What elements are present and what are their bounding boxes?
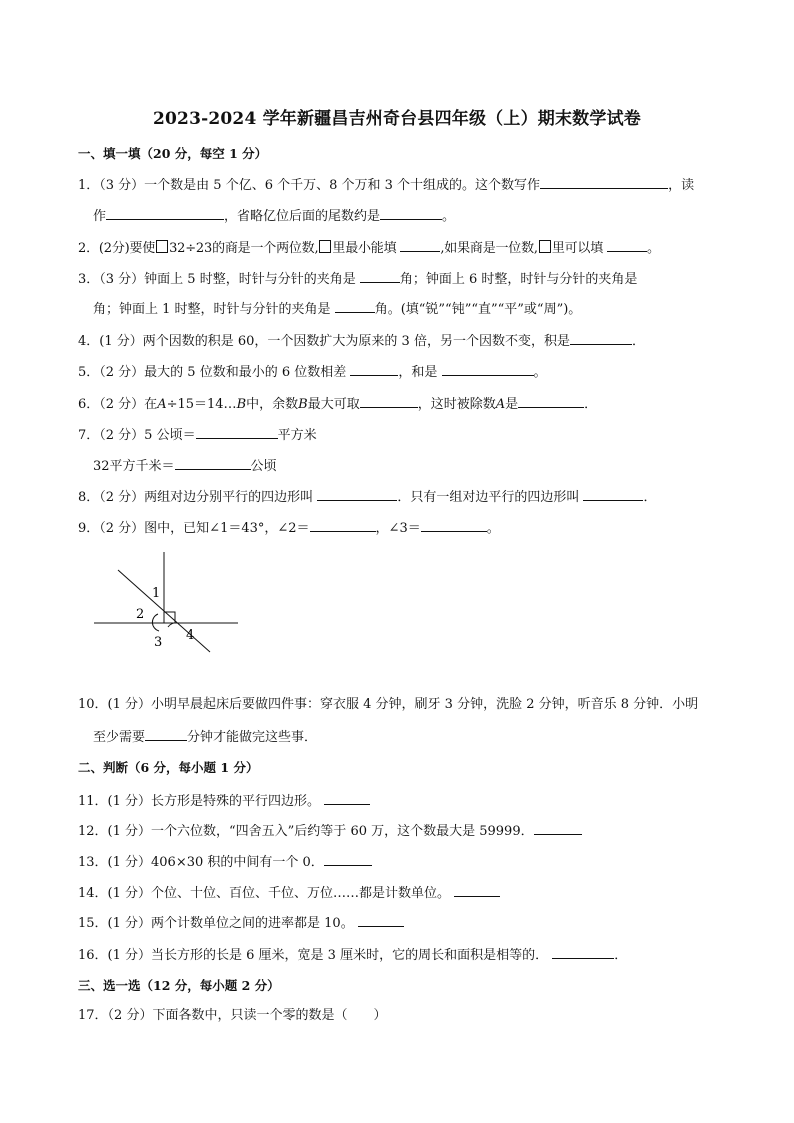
question-1: 1．（3 分）一个数是由 5 个亿、6 个千万、8 个万和 3 个十组成的。这个数写作 ，读 (78, 178, 695, 193)
question-9: 9．（2 分）图中，已知∠1＝43°，∠2＝ ，∠3＝ 。 (78, 521, 500, 536)
answer-blank[interactable] (534, 822, 582, 835)
answer-blank[interactable] (335, 300, 375, 313)
answer-blank[interactable] (570, 332, 632, 345)
answer-blank[interactable] (540, 176, 668, 189)
square-box-icon (539, 240, 551, 253)
section-fill-in: 一、填一填（20 分，每空 1 分） (78, 146, 268, 161)
answer-blank[interactable] (421, 519, 487, 532)
square-box-icon (156, 240, 168, 253)
angle-label-2: 2 (136, 607, 145, 622)
question-2: 2．(2分)要使 32÷23的商是一个两位数, 里最小能填 ,如果商是一位数, 里可以填 。 (78, 241, 660, 256)
question-10-cont: 至少需要 分钟才能做完这些事． (93, 730, 318, 745)
question-17: 17．（2 分）下面各数中，只读一个零的数是（ ） (78, 1008, 387, 1023)
question-7: 7．（2 分）5 公顷＝ 平方米 (78, 428, 317, 443)
question-3: 3．（3 分）钟面上 5 时整，时针与分针的夹角是 角；钟面上 6 时整，时针与分针的夹角是 (78, 272, 638, 287)
question-4: 4．(1 分）两个因数的积是 60，一个因数扩大为原来的 3 倍，另一个因数不变，积是 ． (78, 334, 645, 349)
question-7-cont: 32平方千米＝ 公顷 (93, 459, 277, 474)
answer-blank[interactable] (454, 884, 500, 897)
answer-blank[interactable] (145, 728, 187, 741)
answer-blank[interactable] (360, 270, 400, 283)
section-true-false: 二、判断（6 分，每小题 1 分） (78, 760, 259, 775)
question-3-cont: 角；钟面上 1 时整，时针与分针的夹角是 角。(填“锐”“钝”“直”“平”或“周”)。 (93, 302, 582, 317)
answer-blank[interactable] (324, 792, 370, 805)
question-14: 14．(1 分）个位、十位、百位、千位、万位……都是计数单位。 (78, 884, 500, 902)
question-6: 6．（2 分）在A÷15＝14…B中，余数B最大可取 ，这时被除数A是 ． (78, 397, 598, 412)
answer-blank[interactable] (175, 457, 251, 470)
question-15: 15．(1 分）两个计数单位之间的进率都是 10。 (78, 914, 404, 932)
answer-blank[interactable] (358, 914, 404, 927)
question-5: 5．（2 分）最大的 5 位数和最小的 6 位数相差 ，和是 。 (78, 365, 547, 380)
answer-blank[interactable] (317, 488, 397, 501)
answer-blank[interactable] (583, 488, 643, 501)
question-10: 10．(1 分）小明早晨起床后要做四件事：穿衣服 4 分钟，刷牙 3 分钟，洗脸 2 分钟，听音乐 8 分钟．小明 (78, 697, 699, 712)
answer-blank[interactable] (518, 395, 584, 408)
question-13: 13．(1 分）406×30 积的中间有一个 0． (78, 853, 372, 871)
right-angle-mark (164, 612, 175, 623)
answer-blank[interactable] (552, 946, 614, 959)
answer-blank[interactable] (607, 239, 647, 252)
angle-label-3: 3 (154, 635, 163, 650)
question-1-cont: 作 ，省略亿位后面的尾数约是 。 (93, 209, 456, 224)
page-title: 2023-2024 学年新疆昌吉州奇台县四年级（上）期末数学试卷 (152, 109, 641, 129)
question-16: 16．(1 分）当长方形的长是 6 厘米，宽是 3 厘米时，它的周长和面积是相等的． ． (78, 948, 628, 963)
answer-blank[interactable] (400, 239, 440, 252)
section-multiple-choice: 三、选一选（12 分，每小题 2 分） (78, 978, 280, 993)
angle-label-4: 4 (186, 628, 195, 643)
question-8: 8．（2 分）两组对边分别平行的四边形叫 ．只有一组对边平行的四边形叫 ． (78, 490, 657, 505)
answer-blank[interactable] (350, 363, 398, 376)
answer-blank[interactable] (196, 426, 278, 439)
angle-diagram (88, 548, 243, 658)
answer-blank[interactable] (310, 519, 376, 532)
answer-blank[interactable] (380, 207, 442, 220)
square-box-icon (319, 240, 331, 253)
answer-blank[interactable] (360, 395, 418, 408)
answer-blank[interactable] (106, 207, 224, 220)
answer-blank[interactable] (324, 853, 372, 866)
angle-label-1: 1 (152, 586, 161, 601)
angle-arc (168, 623, 177, 627)
answer-blank[interactable] (442, 363, 534, 376)
question-12: 12．(1 分）一个六位数，“四舍五入”后约等于 60 万，这个数最大是 59999． (78, 822, 582, 840)
question-11: 11．(1 分）长方形是特殊的平行四边形。 (78, 792, 370, 810)
